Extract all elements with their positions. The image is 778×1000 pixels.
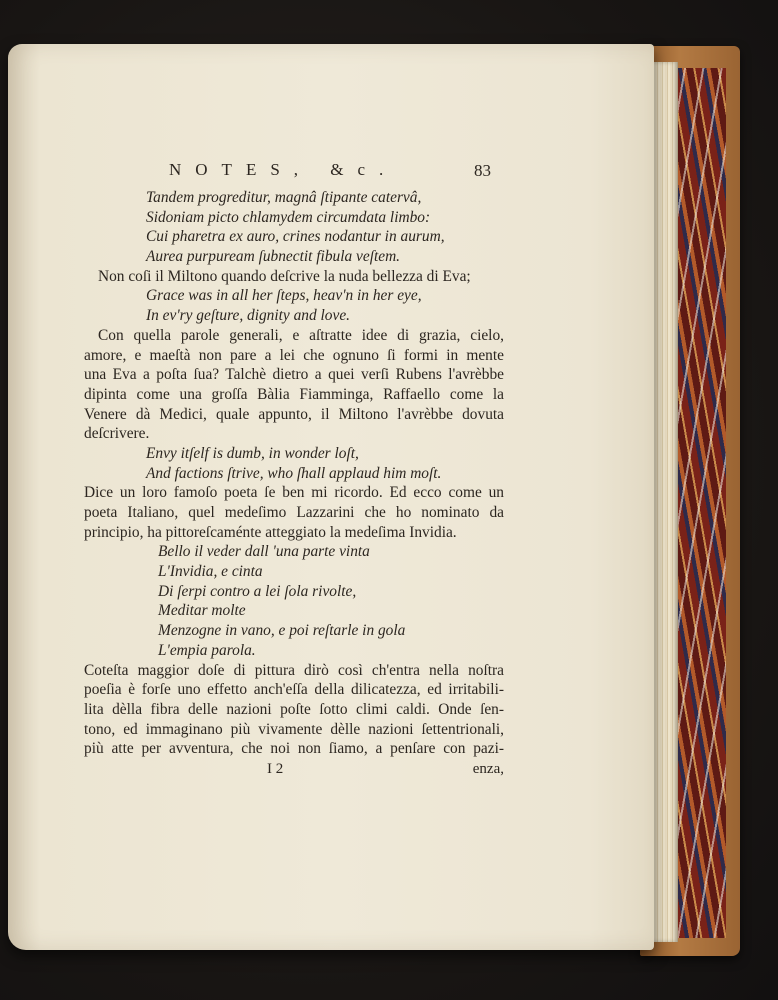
italian-verse-line: Menzogne in vano, e poi reſtarle in gola [158, 622, 406, 640]
italian-verse-line: L'empia parola. [158, 641, 256, 659]
italian-verse-line: Bello il veder dall 'una parte vinta [158, 543, 370, 561]
prose-line: Non coſi il Miltono quando deſcrive la nuda bellezza di Eva; [98, 267, 471, 285]
italian-verse-line: Di ſerpi contro a lei ſola rivolte, [158, 582, 357, 600]
page-footer [84, 761, 504, 781]
prose-line: poeta Italiano, quel medeſimo Lazzarini che ho nominato da [84, 504, 504, 521]
prose-line: principio, ha pittoreſcaménte atteggiato la medeſima Invidia. [84, 523, 457, 541]
signature-mark: I 2 [267, 760, 284, 777]
italian-verse-line: L'Invidia, e cinta [158, 563, 263, 581]
prose-line: deſcrivere. [84, 425, 150, 443]
prose-line: poeſia è forſe uno effetto anch'eſſa della dilicatezza, ed irritabili- [84, 681, 504, 699]
page-header [84, 160, 504, 184]
prose-line: Venere dà Medici, quale appunto, il Miltono l'avrèbbe dovuta [84, 405, 504, 423]
prose-line: lita dèlla fibra delle nazioni poſte ſotto climi caldi. Onde ſen- [84, 700, 504, 718]
latin-verse-line: Sidoniam picto chlamydem circumdata limbo: [146, 208, 431, 226]
prose-line: tono, ed immaginano più vivamente dèlle nazioni ſettentrionali, [84, 720, 504, 738]
italian-verse-line: Meditar molte [158, 602, 246, 620]
milton-verse-line: Grace was in all her ſteps, heav'n in her eye, [146, 287, 422, 305]
prose-line: una Eva a poſta ſua? Talchè dietro a quei verſi Rubens l'avrèbbe [84, 366, 504, 384]
prose-line: Coteſta maggior doſe di pittura dirò così ch'entra nella noſtra [84, 661, 504, 679]
latin-verse-line: Cui pharetra ex auro, crines nodantur in aurum, [146, 228, 445, 246]
page-edges [650, 62, 678, 942]
page-text [84, 160, 504, 781]
running-title: NOTES, &c. [169, 160, 398, 179]
prose-line: Con quella parole generali, e aſtratte idee di grazia, cielo, [98, 326, 504, 344]
catchword: enza, [472, 760, 504, 777]
marbled-endpaper [676, 68, 726, 938]
milton-verse-line: In ev'ry geſture, dignity and love. [146, 307, 351, 325]
latin-verse-line: Tandem progreditur, magnâ ſtipante catervâ, [146, 189, 422, 206]
prose-line: dipinta come una groſſa Bàlia Fiamminga, Raffaello come la [84, 385, 504, 403]
page-number: 83 [474, 161, 491, 180]
prose-line: Dice un loro famoſo poeta ſe ben mi ricordo. Ed ecco come un [84, 484, 504, 502]
prose-line: amore, e maeſtà non pare a lei che ognuno ſi formi in mente [84, 346, 504, 364]
latin-verse-line: Aurea purpuream ſubnectit fibula veſtem. [146, 248, 401, 266]
english-verse-line: Envy itſelf is dumb, in wonder loſt, [146, 444, 359, 462]
prose-line: più atte per avventura, che noi non ſiamo, a penſare con pazi- [84, 740, 504, 758]
english-verse-line: And factions ſtrive, who ſhall applaud him moſt. [146, 464, 442, 482]
